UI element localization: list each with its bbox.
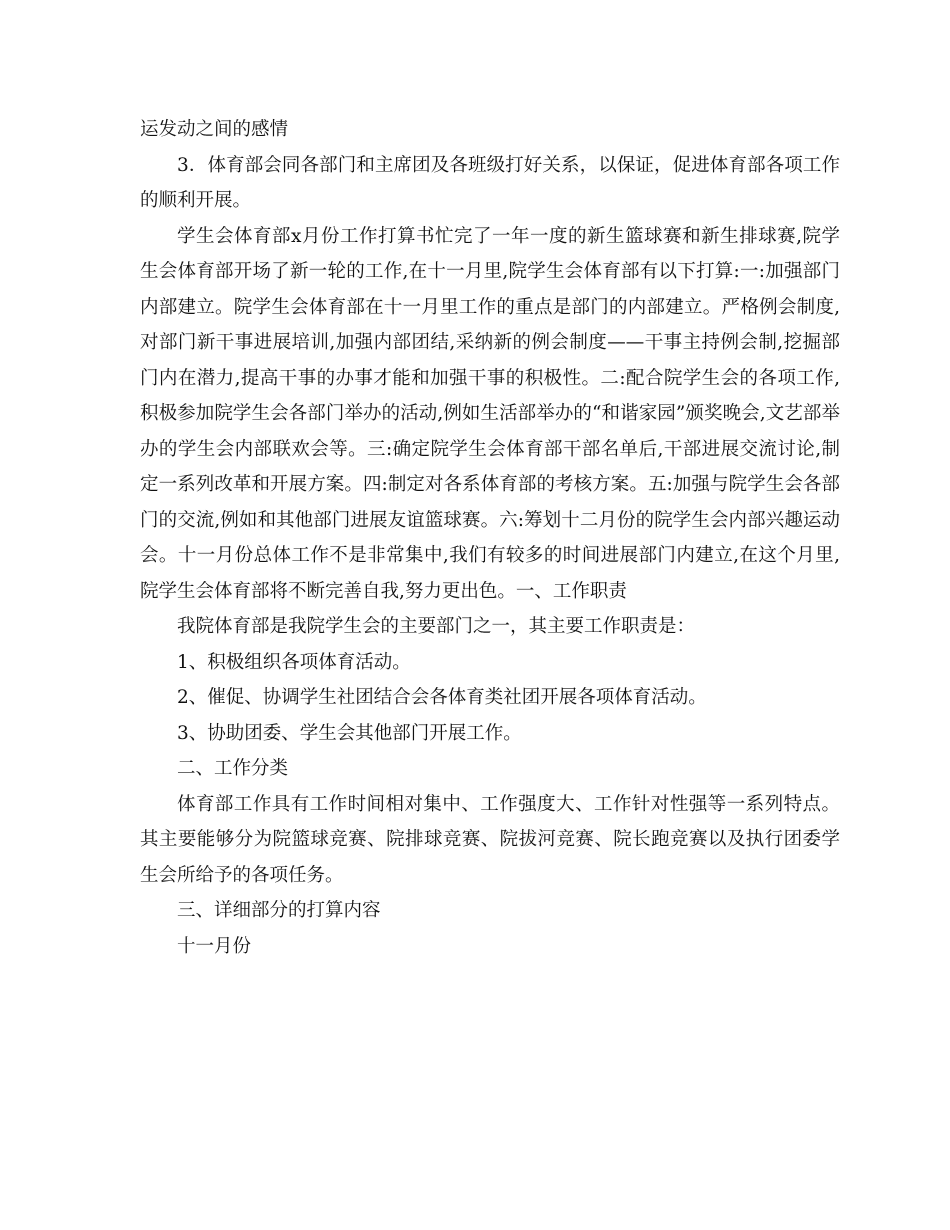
paragraph-item-3: 3．体育部会同各部门和主席团及各班级打好关系，以保证，促进体育部各项工作的顺利开展。 xyxy=(140,154,840,211)
paragraph-continuation: 运发动之间的感情 xyxy=(140,119,289,140)
list-item-duty-2: 2、催促、协调学生社团结合会各体育类社团开展各项体育活动。 xyxy=(177,687,707,708)
paragraph-duties-intro: 我院体育部是我院学生会的主要部门之一，其主要工作职责是： xyxy=(177,616,696,637)
section-heading-work-categories: 二、工作分类 xyxy=(177,758,289,779)
document-body xyxy=(140,112,840,964)
section-heading-detailed-plan: 三、详细部分的打算内容 xyxy=(177,900,381,921)
paragraph-work-categories: 体育部工作具有工作时间相对集中、工作强度大、工作针对性强等一系列特点。其主要能够分为院篮球竞赛、院排球竞赛、院拔河竞赛、院长跑竞赛以及执行团委学生会所给予的各项任务。 xyxy=(140,793,840,886)
list-item-duty-3: 3、协助团委、学生会其他部门开展工作。 xyxy=(177,722,522,744)
subheading-november: 十一月份 xyxy=(177,935,252,957)
list-item-duty-1: 1、积极组织各项体育活动。 xyxy=(177,651,411,673)
paragraph-monthly-plan: 学生会体育部x月份工作打算书忙完了一年一度的新生篮球赛和新生排球赛,院学生会体育部开场了新一轮的工作,在十一月里,院学生会体育部有以下打算:一:加强部门内部建立。院学生会体育部在十一月里工作的重点是部门的内部建立。严格例会制度,对部门新干事进展培训,加强内部团结,采纳新的例会制度——干事主持例会制,挖掘部门内在潜力,提高干事的办事才能和加强干事的积极性。二:配合院学生会的各项工作,积极参加院学生会各部门举办的活动,例如生活部举办的“和谐家园”颁奖晚会,文艺部举办的学生会内部联欢会等。三:确定院学生会体育部干部名单后,干部进展交流讨论,制定一系列改革和开展方案。四:制定对各系体育部的考核方案。五:加强与院学生会各部门的交流,例如和其他部门进展友谊篮球赛。六:筹划十二月份的院学生会内部兴趣运动会。十一月份总体工作不是非常集中,我们有较多的时间进展部门内建立,在这个月里,院学生会体育部将不断完善自我,努力更出色。一、工作职责 xyxy=(140,225,840,602)
